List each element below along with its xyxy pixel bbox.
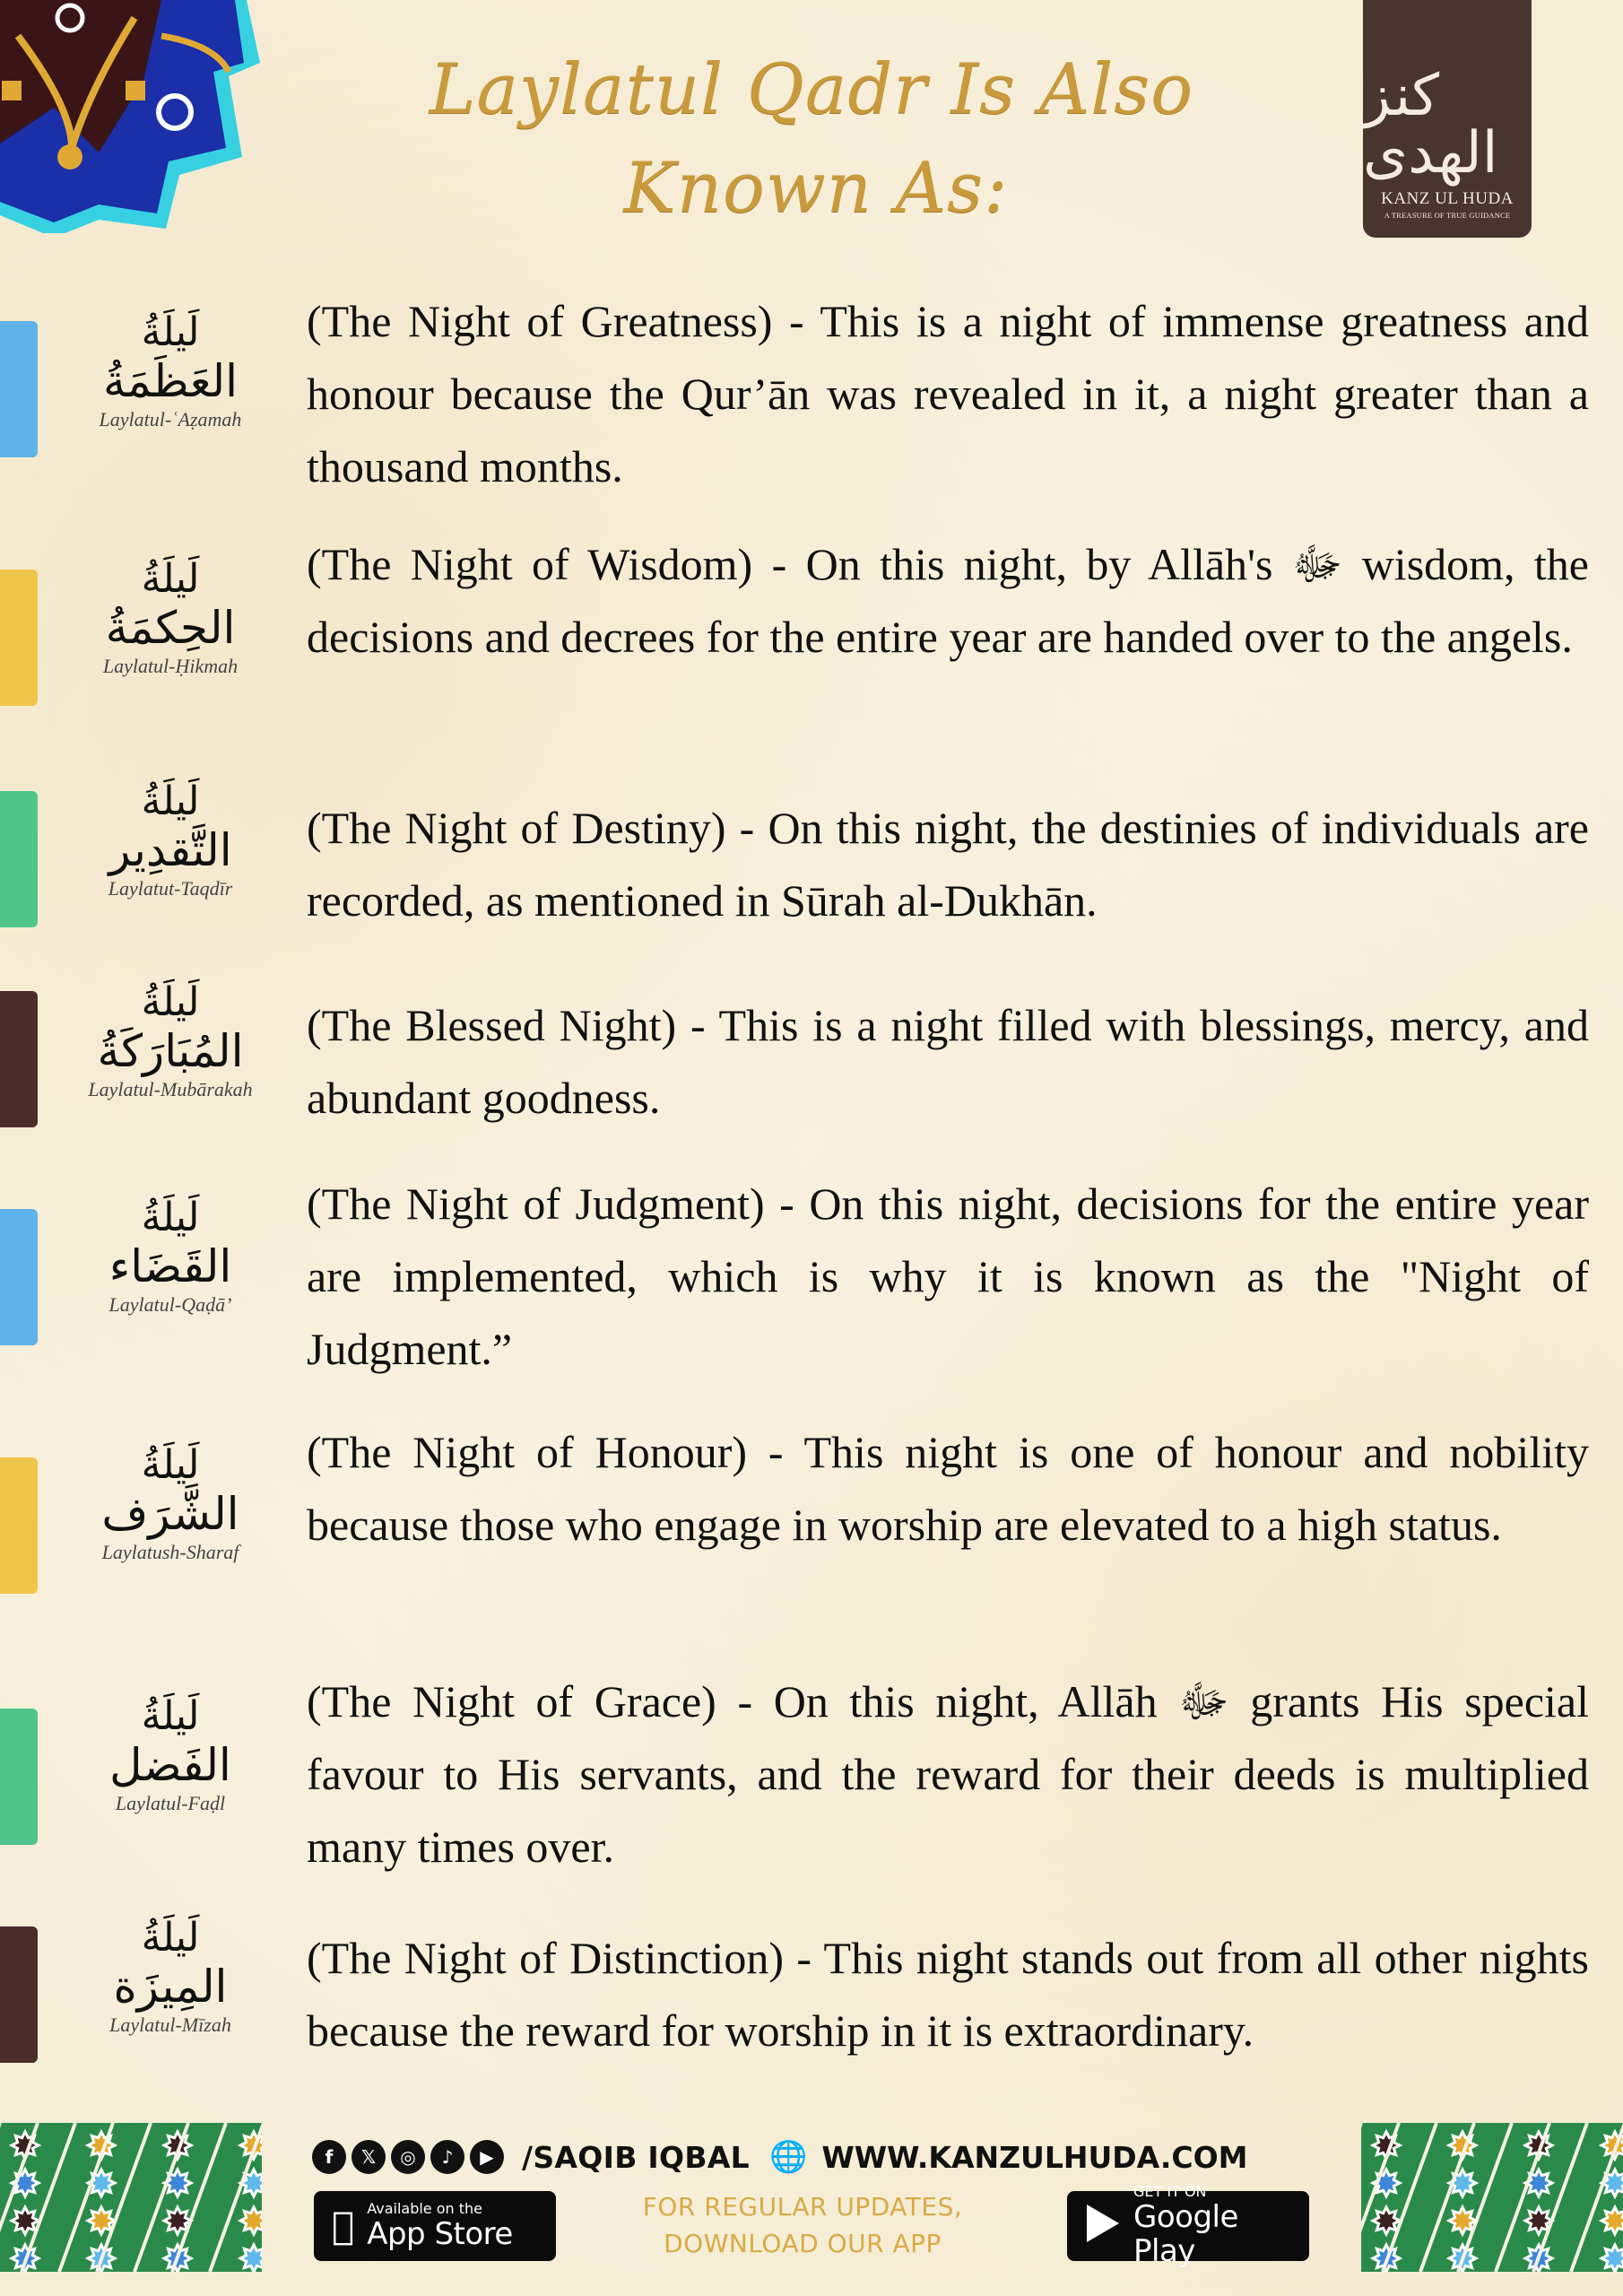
arabic-line1: لَيلَةُ <box>141 1693 200 1739</box>
color-strip <box>0 1457 38 1594</box>
arabic-line1: لَيلَةُ <box>141 778 200 824</box>
arabic-line1: لَيلَةُ <box>141 1195 200 1240</box>
entry-description: - On this night, by Allāh's ﷻ wisdom, the decisions and decrees for the entire year are handed over to the angels. <box>307 539 1589 662</box>
arabic-line2: العَظَمَةُ <box>103 355 238 407</box>
arabic-line1: لَيلَةُ <box>141 1442 200 1488</box>
social-handle[interactable]: /SAQIB IQBAL <box>522 2139 750 2175</box>
mandala-ornament <box>0 0 269 233</box>
arabic-line2: القَضَاء <box>108 1240 232 1292</box>
google-play-icon <box>1085 2203 1121 2250</box>
transliteration: Laylatul-Ḥikmah <box>102 655 239 677</box>
entry-text <box>307 285 1589 503</box>
entry-description: - On this night, Allāh ﷻ grants His special favour to His servants, and the reward for their deeds is multiplied many times over. <box>307 1676 1590 1872</box>
tile-star <box>240 2245 262 2272</box>
entry-heading: (The Night of Distinction) <box>307 1933 784 1983</box>
page-title-line2: Known As: <box>623 148 1009 229</box>
arabic-calligraphy <box>72 1693 269 1815</box>
entry-heading: (The Night of Honour) <box>307 1427 747 1477</box>
arabic-calligraphy <box>72 1915 269 2037</box>
entry-description: - On this night, decisions for the entire year are implemented, which is why it is known as the "Night of Judgment.” <box>307 1178 1589 1374</box>
tile-pattern-left <box>0 2123 262 2272</box>
page-title-line1: Laylatul Qadr Is Also <box>429 49 1194 130</box>
x-icon[interactable]: 𝕏 <box>352 2140 386 2174</box>
globe-icon: 🌐 <box>768 2139 808 2175</box>
google-play-label: Google Play <box>1133 2199 1238 2269</box>
entry-description: - This is a night filled with blessings, mercy, and abundant goodness. <box>307 1000 1589 1123</box>
entry-text <box>307 528 1589 674</box>
brand-logo <box>1363 0 1532 238</box>
arabic-line2: التَّقدِير <box>108 824 232 876</box>
logo-calligraphy-icon: كنز الهدى <box>1363 63 1498 187</box>
tile-star <box>1601 2245 1623 2272</box>
google-play-button[interactable] <box>1067 2183 1309 2269</box>
entry-text <box>307 792 1589 937</box>
tile-star <box>240 2207 262 2234</box>
entry-heading: (The Blessed Night) <box>307 1000 677 1050</box>
arabic-line1: لَيلَةُ <box>141 309 200 355</box>
entry-heading: (The Night of Judgment) <box>307 1178 765 1229</box>
logo-tagline: A TREASURE OF TRUE GUIDANCE <box>1384 211 1511 220</box>
color-strip <box>0 991 38 1127</box>
transliteration: Laylatut-Taqdīr <box>108 877 233 900</box>
arabic-line2: المِيزَة <box>113 1961 228 2013</box>
app-store-button[interactable] <box>314 2191 556 2261</box>
social-links-row <box>312 2135 1247 2179</box>
transliteration: Laylatul-Mīzah <box>109 2013 231 2036</box>
color-strip <box>0 1709 38 1845</box>
tile-star <box>12 2207 39 2234</box>
instagram-icon[interactable]: ◎ <box>391 2140 425 2174</box>
tile-star <box>1601 2207 1623 2234</box>
arabic-line1: لَيلَةُ <box>141 979 200 1025</box>
entry-description: - This night is one of honour and nobility because those who engage in worship are elevated to a high status. <box>307 1427 1589 1550</box>
transliteration: Laylatul-ʿAẓamah <box>99 408 242 430</box>
updates-line1: FOR REGULAR UPDATES, <box>642 2192 963 2222</box>
tile-pattern-right <box>1361 2123 1623 2272</box>
entry-description: - This is a night of immense greatness and honour because the Qur’ān was revealed in it, a night greater than a thousand months. <box>307 296 1589 491</box>
entry-description: - This night stands out from all other nights because the reward for worship in it is extraordinary. <box>307 1933 1589 2056</box>
arabic-calligraphy <box>72 556 269 678</box>
color-strip <box>0 1926 38 2063</box>
facebook-icon[interactable]: f <box>312 2140 346 2174</box>
arabic-line1: لَيلَةُ <box>141 556 200 602</box>
download-app-prompt <box>574 2188 1031 2262</box>
entry-text <box>307 1665 1589 1883</box>
logo-name: KANZ UL HUDA <box>1381 189 1514 208</box>
color-strip <box>0 1209 38 1345</box>
arabic-calligraphy <box>72 309 269 431</box>
entry-text <box>307 1168 1589 1386</box>
color-strip <box>0 570 38 706</box>
youtube-icon[interactable]: ▶ <box>470 2140 504 2174</box>
updates-line2: DOWNLOAD OUR APP <box>664 2229 942 2258</box>
entry-heading: (The Night of Grace) <box>307 1676 716 1726</box>
tiktok-icon[interactable]: ♪ <box>430 2140 464 2174</box>
entry-heading: (The Night of Destiny) <box>307 803 726 853</box>
transliteration: Laylatul-Faḍl <box>115 1792 226 1814</box>
color-strip <box>0 321 38 457</box>
arabic-line2: الفَضل <box>109 1739 231 1791</box>
entry-heading: (The Night of Wisdom) <box>307 539 753 589</box>
transliteration: Laylatul-Qaḍā’ <box>108 1293 232 1316</box>
entry-description: - On this night, the destinies of individuals are recorded, as mentioned in Sūrah al-Dukhān. <box>307 803 1589 926</box>
arabic-line1: لَيلَةُ <box>141 1915 200 1961</box>
apple-icon <box>332 2207 354 2245</box>
arabic-calligraphy <box>72 1195 269 1317</box>
transliteration: Laylatush-Sharaf <box>101 1541 239 1563</box>
arabic-calligraphy <box>72 778 269 900</box>
entry-heading: (The Night of Greatness) <box>307 296 773 346</box>
arabic-line2: الشَّرَف <box>101 1488 239 1540</box>
entry-text <box>307 1416 1589 1561</box>
app-store-label: App Store <box>344 2216 490 2252</box>
color-strip <box>0 791 38 927</box>
arabic-line2: المُبَارَكَةُ <box>97 1025 244 1077</box>
entry-text <box>307 1922 1589 2067</box>
app-store-small-label: Available on the <box>344 2200 460 2217</box>
arabic-line2: الحِكمَةُ <box>105 602 236 654</box>
tile-star <box>1373 2207 1400 2234</box>
arabic-calligraphy <box>72 1442 269 1564</box>
entry-text <box>307 989 1589 1135</box>
website-link[interactable]: WWW.KANZULHUDA.COM <box>821 2139 1248 2175</box>
google-play-small-label: GET IT ON <box>1133 2183 1207 2200</box>
transliteration: Laylatul-Mubārakah <box>88 1078 253 1100</box>
arabic-calligraphy <box>72 979 269 1101</box>
